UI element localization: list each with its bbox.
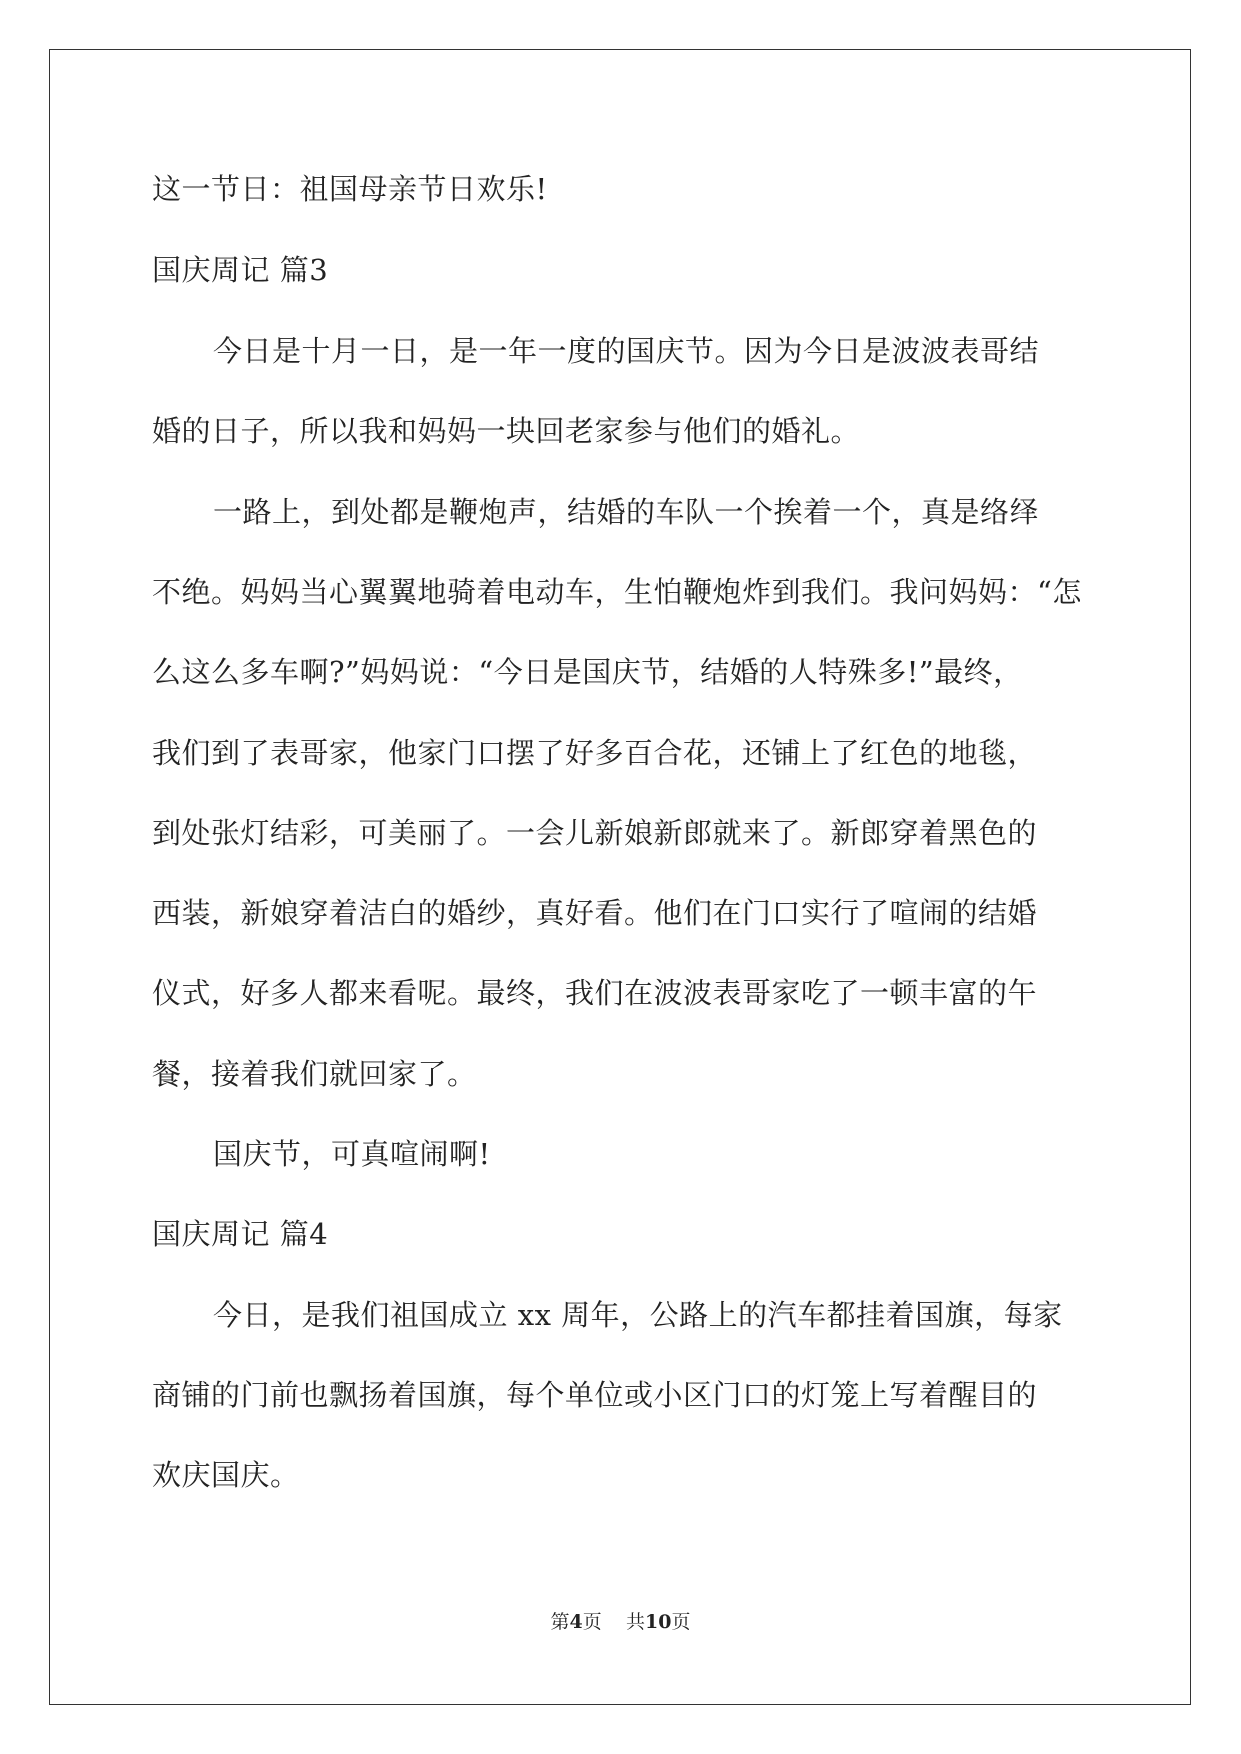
paragraph-line: 一路上，到处都是鞭炮声，结婚的车队一个挨着一个，真是络绎 [213,495,1040,529]
paragraph-line: 仪式，好多人都来看呢。最终，我们在波波表哥家吃了一顿丰富的午 [152,976,1038,1010]
paragraph-line: 么这么多车啊?”妈妈说：“今日是国庆节，结婚的人特殊多!”最终， [152,655,1023,689]
section-heading: 国庆周记 篇3 [152,253,329,287]
page-prefix: 第 [550,1611,570,1633]
total-prefix: 共 [625,1611,645,1633]
paragraph-line: 今日是十月一日，是一年一度的国庆节。因为今日是波波表哥结 [213,334,1040,368]
paragraph-line: 婚的日子，所以我和妈妈一块回老家参与他们的婚礼。 [152,414,861,448]
text-line: 这一节日：祖国母亲节日欢乐! [152,172,548,206]
paragraph-line: 到处张灯结彩，可美丽了。一会儿新娘新郎就来了。新郎穿着黑色的 [152,816,1038,850]
paragraph-line: 不绝。妈妈当心翼翼地骑着电动车，生怕鞭炮炸到我们。我问妈妈：“怎 [152,575,1082,609]
paragraph-line: 我们到了表哥家，他家门口摆了好多百合花，还铺上了红色的地毯， [152,736,1038,770]
paragraph-line: 西装，新娘穿着洁白的婚纱，真好看。他们在门口实行了喧闹的结婚 [152,896,1038,930]
total-pages: 10 [644,1611,672,1633]
total-suffix: 页 [671,1611,691,1633]
paragraph-line: 商铺的门前也飘扬着国旗，每个单位或小区门口的灯笼上写着醒目的 [152,1378,1038,1412]
page-footer [0,1609,1241,1635]
page-suffix: 页 [582,1611,602,1633]
section-heading: 国庆周记 篇4 [152,1217,329,1251]
page-number: 4 [569,1611,583,1633]
paragraph-line: 欢庆国庆。 [152,1458,300,1492]
paragraph-line: 餐，接着我们就回家了。 [152,1057,477,1091]
paragraph-line: 国庆节，可真喧闹啊! [213,1137,491,1171]
paragraph-line: 今日，是我们祖国成立 xx 周年，公路上的汽车都挂着国旗，每家 [213,1298,1063,1332]
